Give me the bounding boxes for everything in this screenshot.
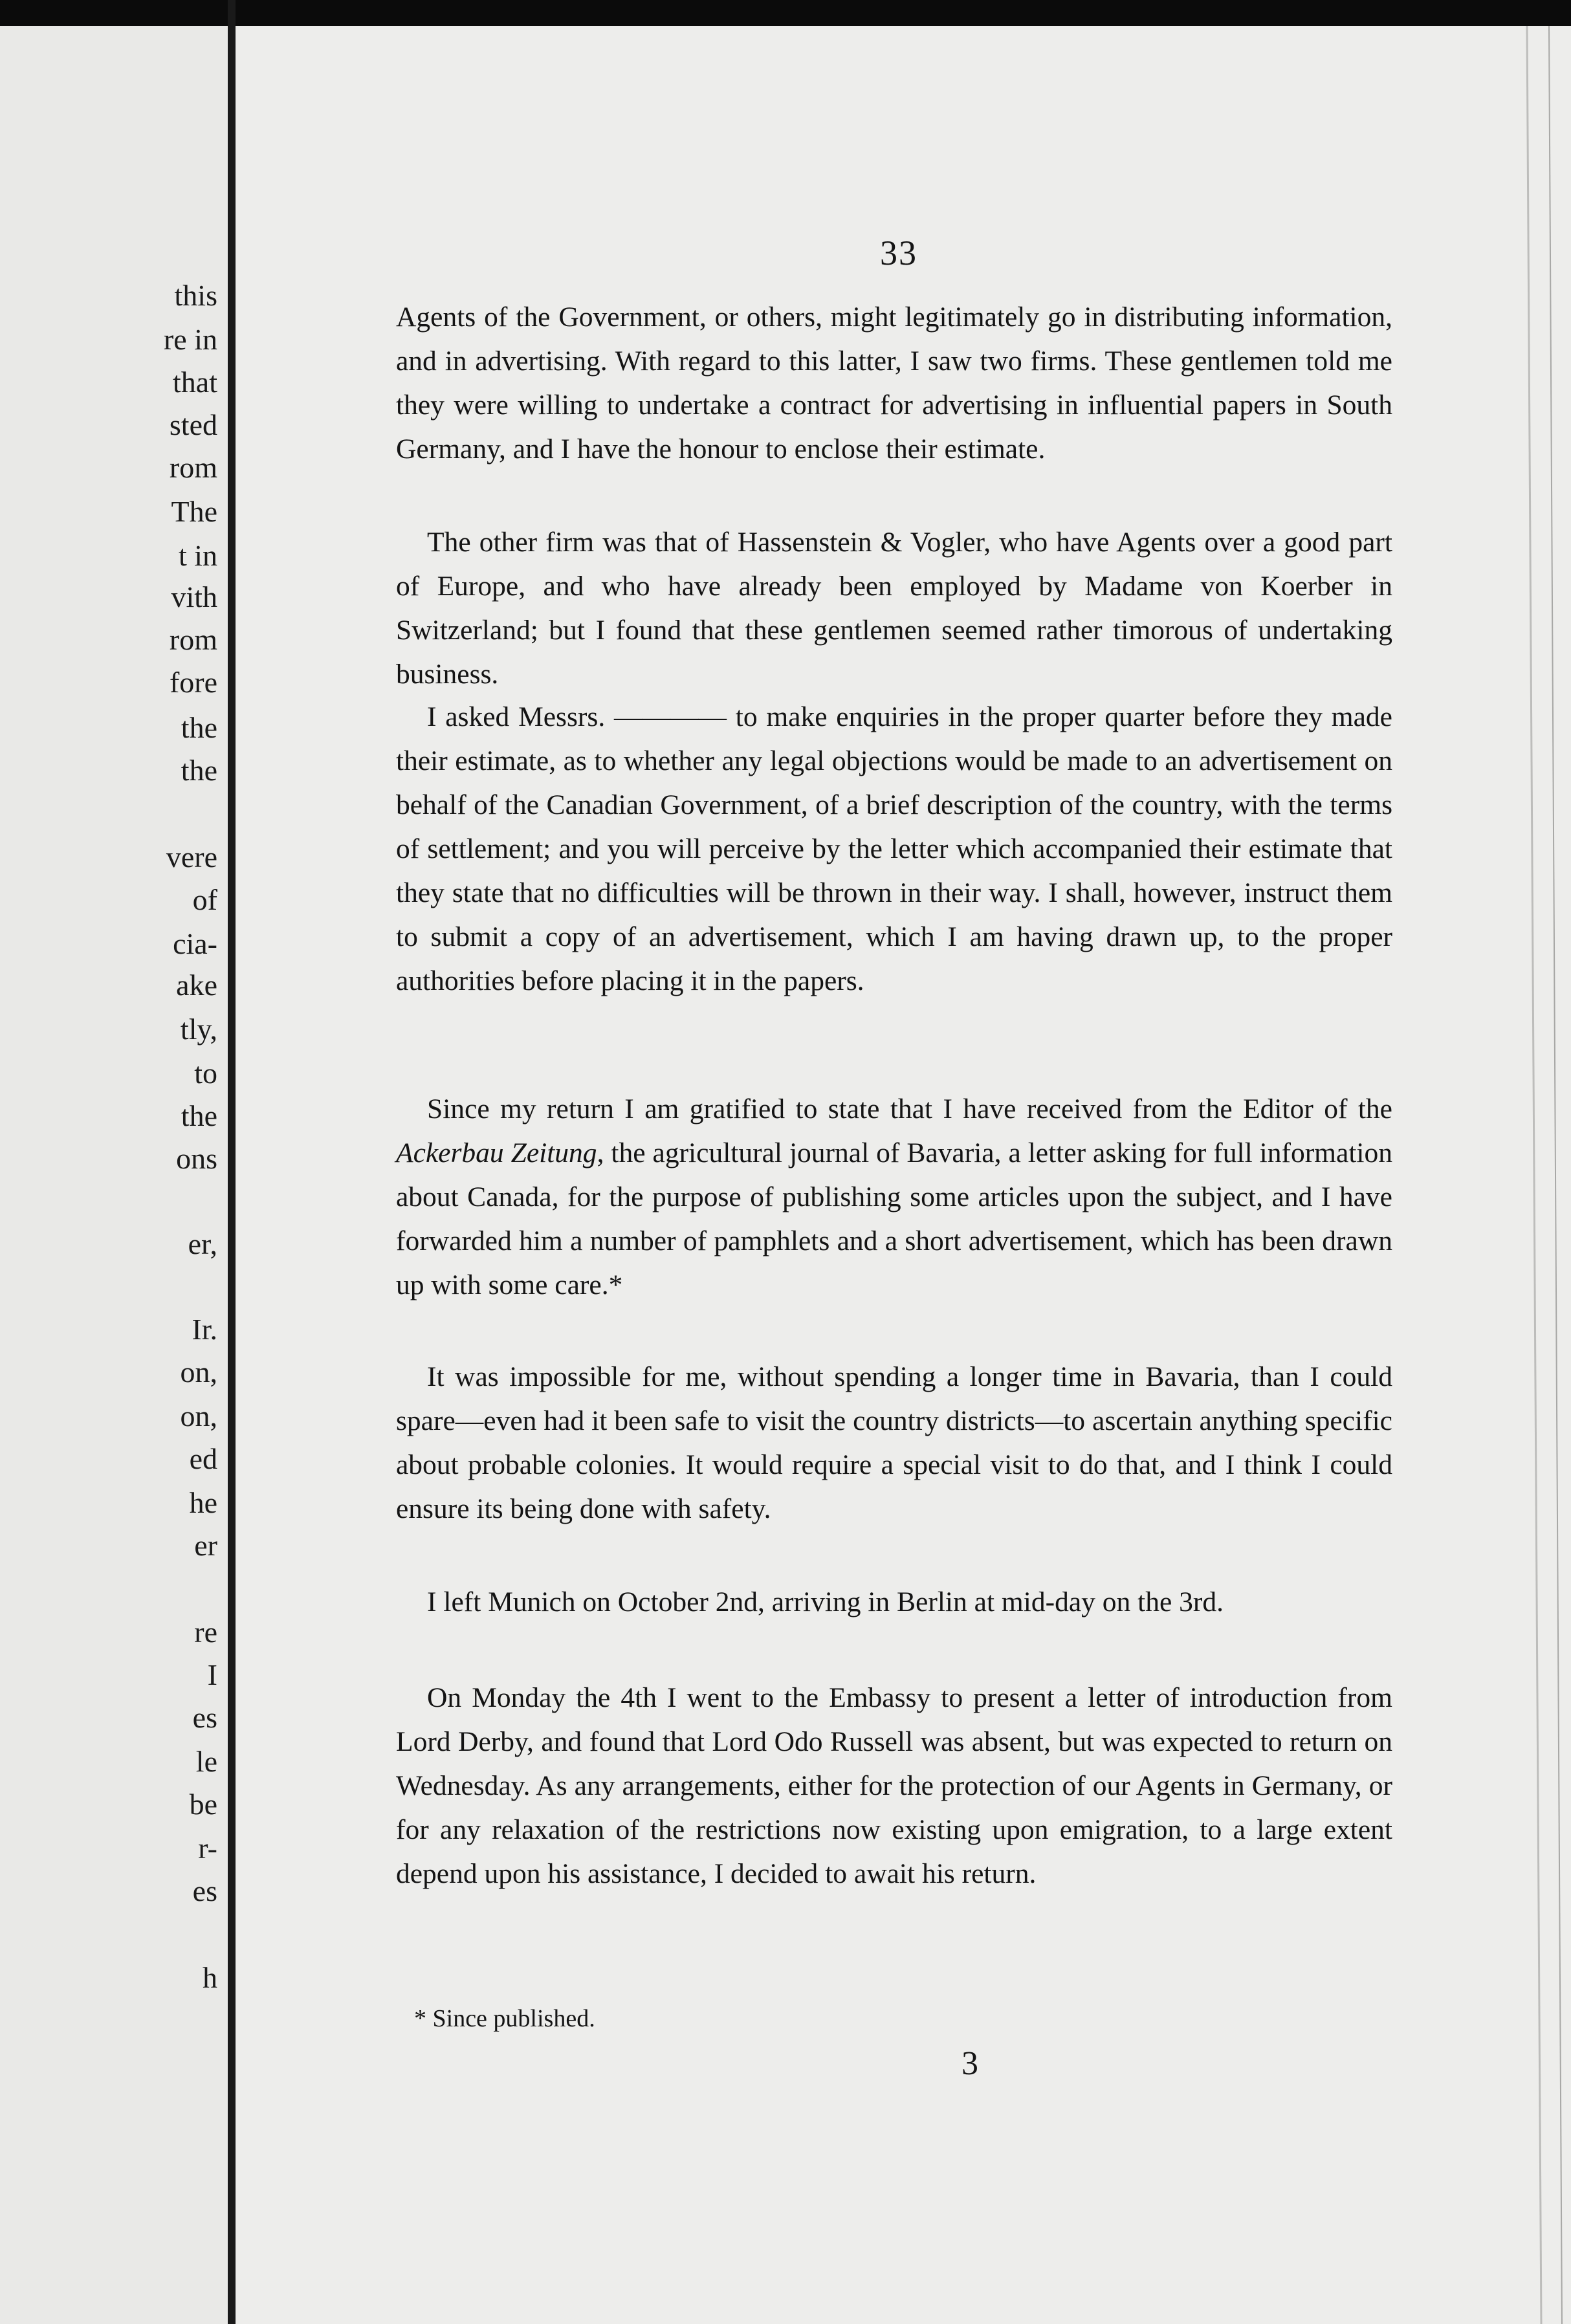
left-page	[0, 26, 228, 2324]
left-page-fragment: Ir.	[192, 1313, 217, 1346]
left-page-fragment: re	[194, 1616, 217, 1649]
paragraph-7: On Monday the 4th I went to the Embassy to present a letter of introduction from Lord Derby, and found that Lord Odo Russell was absent, but was expected to return on Wednesday. As any arrangements, either for the protection of our Agents in Germany, or for any relaxation of the restrictions now existing upon emigration, to a large extent depend upon his assistance, I decided to await his return.	[396, 1682, 1392, 1889]
left-page-fragment: he	[189, 1486, 217, 1519]
left-page-fragment: t in	[178, 539, 217, 572]
left-page-fragment: the	[181, 1099, 217, 1132]
left-page-fragment: ons	[176, 1142, 217, 1175]
left-page-fragment: the	[181, 711, 217, 744]
left-page-fragment: es	[192, 1874, 217, 1907]
left-page-fragment: that	[173, 366, 217, 399]
left-page-fragment: be	[189, 1788, 217, 1821]
left-page-fragment: r-	[198, 1832, 217, 1865]
left-page-fragment: the	[181, 754, 217, 787]
left-page-fragment: vith	[171, 580, 217, 613]
left-page-fragment: er,	[188, 1227, 217, 1260]
left-page-fragment: ed	[189, 1442, 217, 1475]
footnote: * Since published.	[414, 2005, 595, 2032]
left-page-fragment: h	[203, 1961, 217, 1994]
left-page-fragment: rom	[169, 451, 217, 484]
left-page-fragment: rom	[169, 623, 217, 656]
left-page-fragment: re in	[163, 323, 217, 356]
left-page-fragment: ake	[176, 969, 217, 1002]
left-page-fragment: I	[207, 1658, 217, 1691]
left-page-fragment: sted	[169, 408, 217, 441]
signature-mark: 3	[961, 2045, 978, 2082]
left-page-fragment: cia-	[173, 927, 217, 960]
paragraph-3: I asked Messrs. ———— to make enquiries in the proper quarter before they made their estimate, as to whether any legal objections would be made to an advertisement on behalf of the Canadian Government, of a brief description of the country, with the terms of settlement; and you will perceive by the letter which accompanied their estimate that they state that no difficulties will be thrown in their way. I shall, however, instruct them to submit a copy of an advertisement, which I am having drawn up, to the proper authorities before placing it in the papers.	[396, 701, 1392, 996]
left-page-fragment: to	[194, 1057, 217, 1090]
left-page-fragment: vere	[166, 840, 217, 873]
paragraph-6: I left Munich on October 2nd, arriving in Berlin at mid-day on the 3rd.	[427, 1586, 1224, 1617]
paragraph-5: It was impossible for me, without spending a longer time in Bavaria, than I could spare—even had it been safe to visit the country districts—to ascertain anything specific about probable colonies. It would require a special visit to do that, and I think I could ensure its being done with safety.	[396, 1361, 1392, 1524]
left-page-fragment: er	[194, 1529, 217, 1562]
left-page-fragment: of	[192, 883, 217, 916]
left-page-fragment: this	[174, 279, 217, 312]
page-gutter	[228, 0, 236, 2324]
page-number: 33	[880, 234, 917, 272]
paragraph-2: The other firm was that of Hassenstein & Vogler, who have Agents over a good part of Europe, and who have already been employed by Madame von Koerber in Switzerland; but I found that these gentlemen seemed rather timorous of undertaking business.	[396, 527, 1392, 690]
paragraph-1: Agents of the Government, or others, might legitimately go in distributing information, and in advertising. With regard to this latter, I saw two firms. These gentlemen told me they were willing to undertake a contract for advertising in influential papers in South Germany, and I have the honour to enclose their estimate.	[396, 301, 1392, 465]
left-page-fragment: fore	[169, 666, 217, 699]
left-page-fragment: on,	[180, 1355, 217, 1388]
paragraph-4: Since my return I am gratified to state that I have received from the Editor of the Ackerbau Zeitung, the agricultural journal of Bavaria, a letter asking for full information about Canada, for the purpose of publishing some articles upon the subject, and I have forwarded him a number of pamphlets and a short advertisement, which has been drawn up with some care.*	[396, 1093, 1393, 1300]
left-page-fragment: on,	[180, 1399, 217, 1432]
left-page-fragment: le	[195, 1745, 217, 1778]
journal-title: Ackerbau Zeitung	[396, 1137, 597, 1168]
left-page-fragment: es	[192, 1701, 217, 1734]
left-page-fragment: tly,	[180, 1013, 217, 1046]
left-page-fragment: The	[171, 495, 217, 528]
